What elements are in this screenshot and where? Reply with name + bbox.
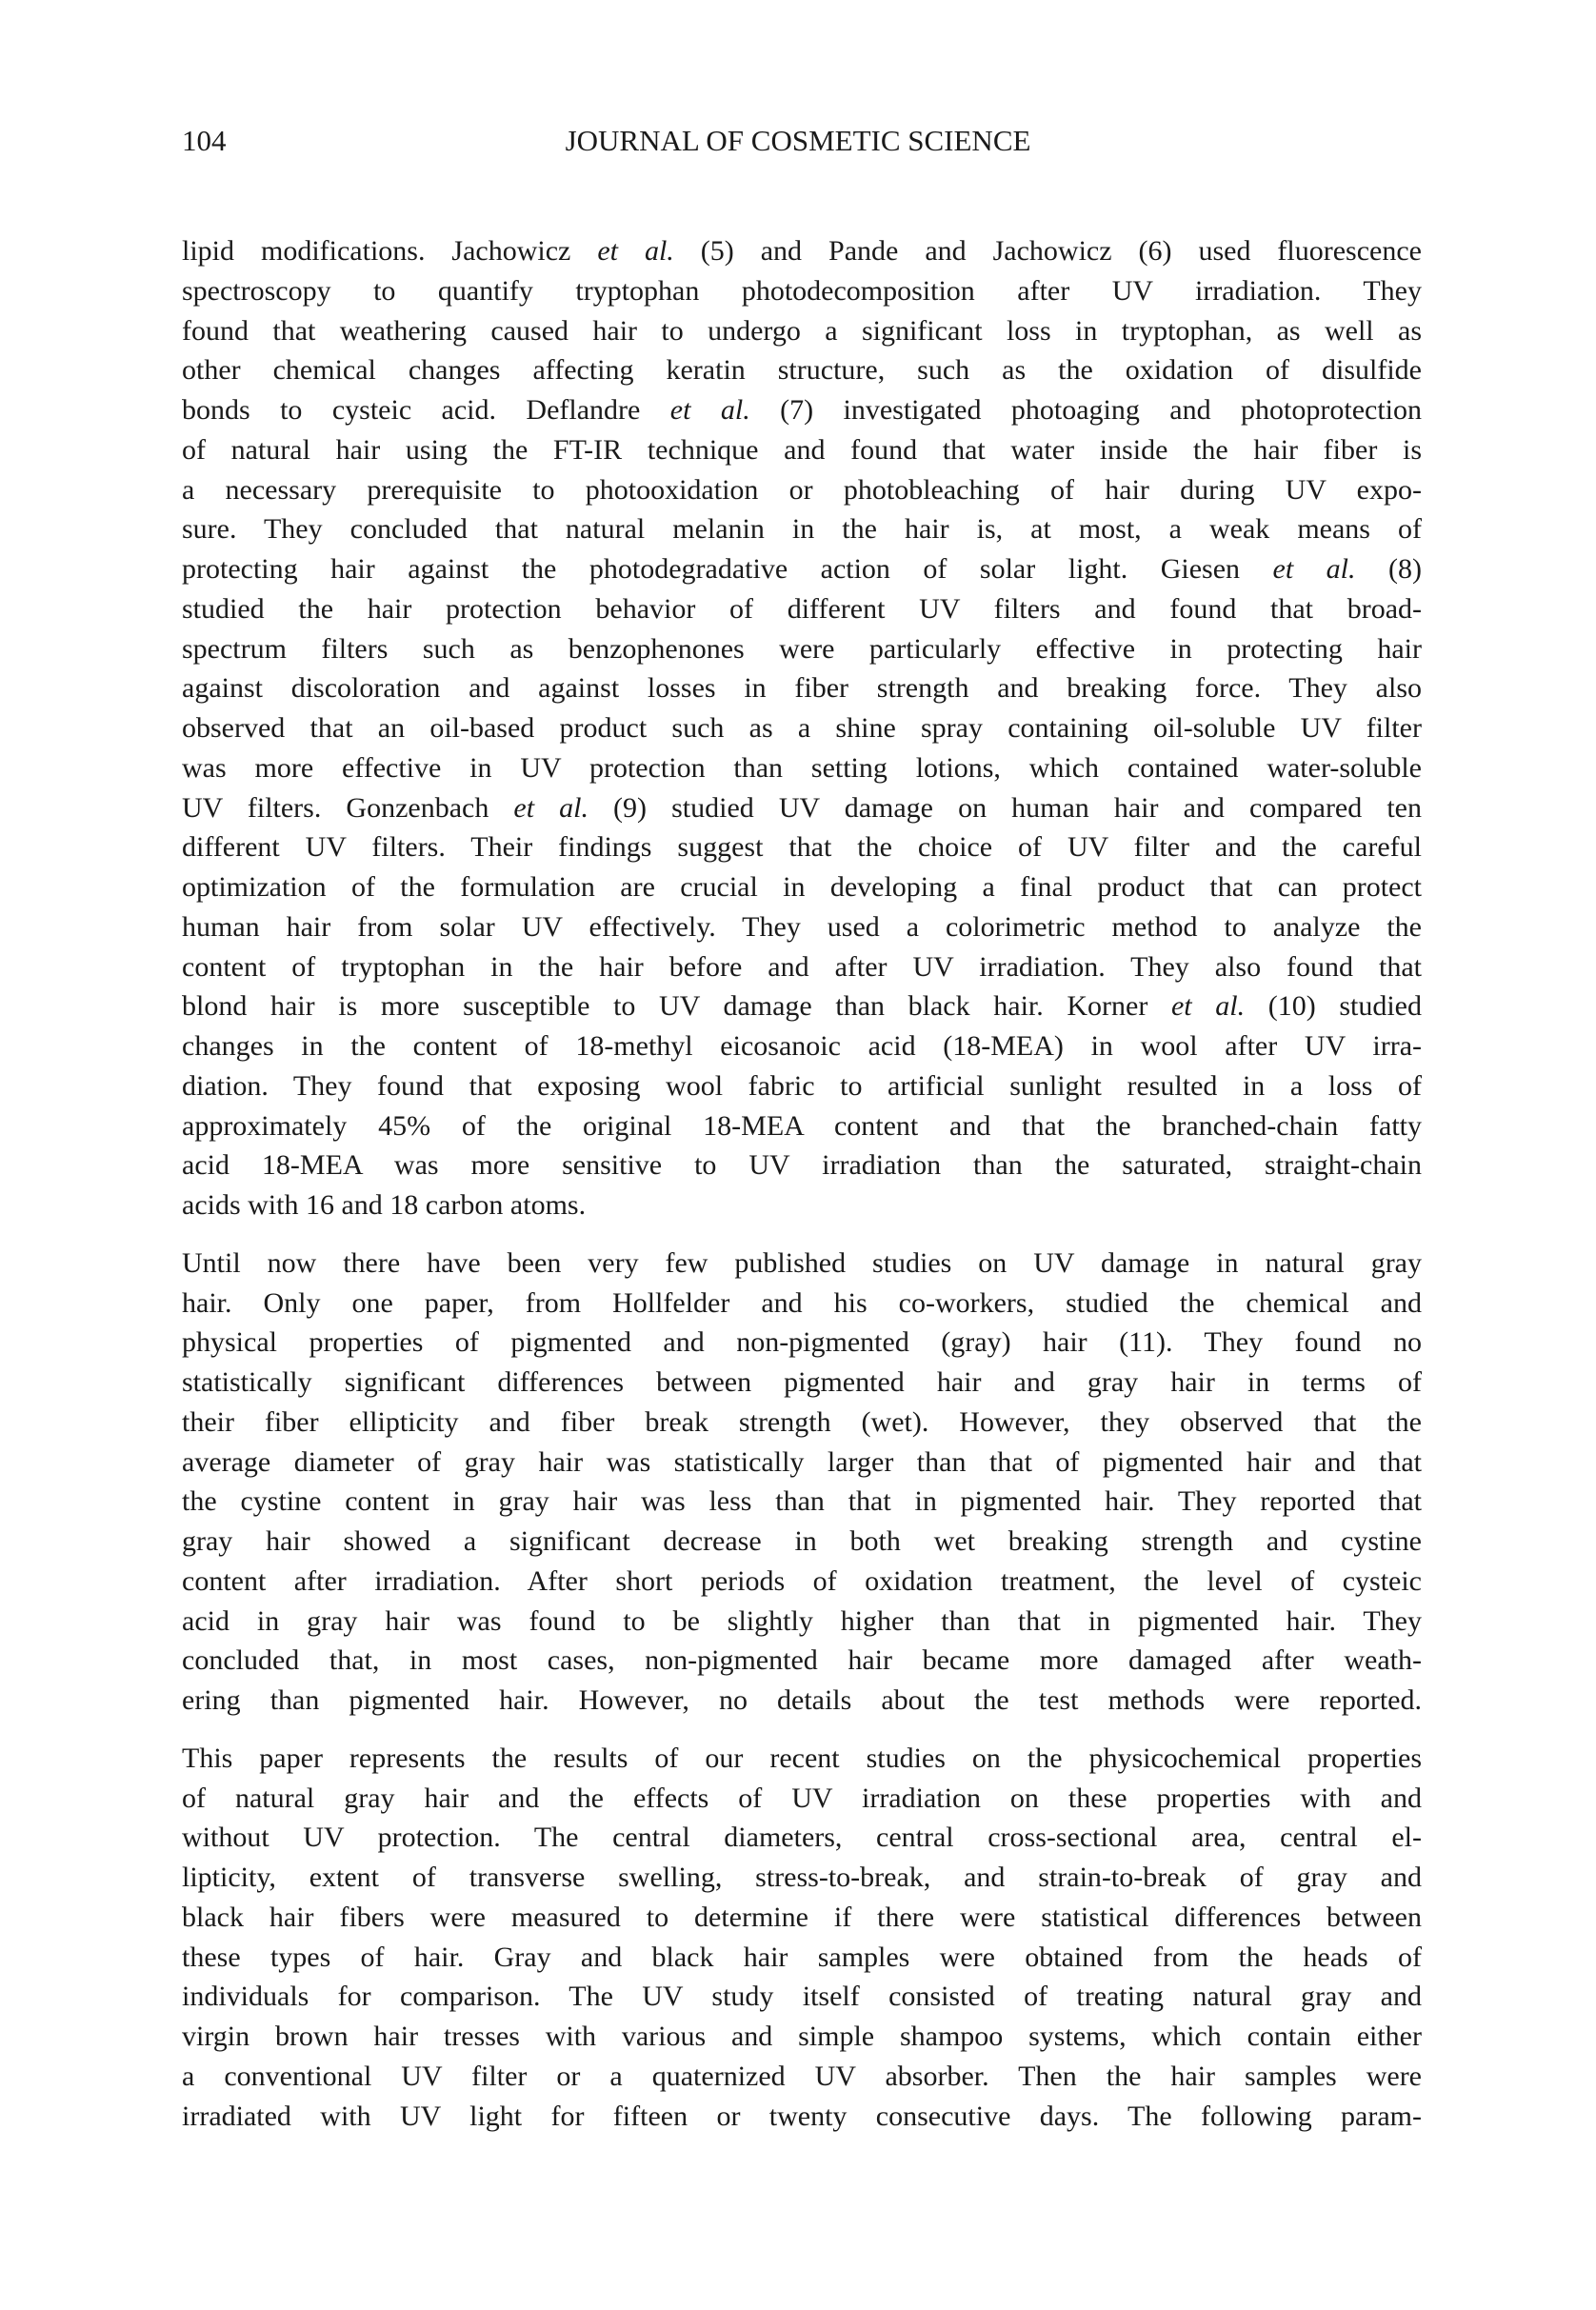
text-line: [182, 1323, 1422, 1363]
text-line: [182, 509, 1422, 549]
text-run: virgin brown hair tresses with various and simple shampoo systems, which contain either: [182, 2021, 1422, 2052]
text-line: [182, 1602, 1422, 1642]
text-run: (10) studied: [1245, 990, 1422, 1023]
text-line: [182, 986, 1422, 1026]
text-line: [182, 1681, 1422, 1721]
text-run: irradiated with UV light for fifteen or twenty consecutive days. The following param-: [182, 2100, 1422, 2132]
text-line: [182, 668, 1422, 708]
text-line: [182, 1106, 1422, 1146]
paragraph: [182, 1739, 1422, 2137]
text-run: hair. Only one paper, from Hollfelder and his co-workers, studied the chemical and: [182, 1286, 1422, 1319]
text-line: [182, 1363, 1422, 1403]
text-line: [182, 1244, 1422, 1284]
text-run: content of tryptophan in the hair before and after UV irradiation. They also found that: [182, 950, 1422, 983]
text-line: [182, 1284, 1422, 1324]
text-line: [182, 1482, 1422, 1522]
paragraph: [182, 231, 1422, 1225]
text-run: human hair from solar UV effectively. They used a colorimetric method to analyze the: [182, 910, 1422, 943]
text-line: [182, 867, 1422, 907]
text-line: [182, 827, 1422, 867]
text-line: [182, 430, 1422, 470]
text-run: of natural gray hair and the effects of UV irradiation on these properties with and: [182, 1782, 1422, 1814]
text-run: physical properties of pigmented and non-pigmented (gray) hair (11). They found no: [182, 1326, 1422, 1359]
text-run: changes in the content of 18-methyl eicosanoic acid (18-MEA) in wool after UV irra-: [182, 1030, 1422, 1062]
text-run: acid in gray hair was found to be slightly higher than that in pigmented hair. They: [182, 1604, 1422, 1637]
text-line: [182, 1026, 1422, 1066]
text-run: (8): [1355, 553, 1422, 585]
text-run: concluded that, in most cases, non-pigmented hair became more damaged after weath-: [182, 1644, 1422, 1677]
text-run: other chemical changes affecting keratin structure, such as the oxidation of disulfide: [182, 354, 1422, 387]
text-line: [182, 1403, 1422, 1443]
italic-text-run: et al.: [597, 235, 674, 267]
text-run: acids with 16 and 18 carbon atoms.: [182, 1189, 587, 1221]
text-line: [182, 390, 1422, 430]
text-run: of natural hair using the FT-IR technique and found that water inside the hair fiber is: [182, 433, 1422, 466]
text-run: (9) studied UV damage on human hair and compared ten: [588, 791, 1422, 824]
text-line: [182, 1443, 1422, 1483]
text-run: against discoloration and against losses in fiber strength and breaking force. They also: [182, 672, 1422, 705]
text-run: studied the hair protection behavior of different UV filters and found that broad-: [182, 592, 1422, 625]
text-run: observed that an oil-based product such as a shine spray containing oil-soluble UV filter: [182, 712, 1422, 744]
text-run: sure. They concluded that natural melanin in the hair is, at most, a weak means of: [182, 513, 1422, 546]
text-run: bonds to cysteic acid. Deflandre: [182, 394, 670, 426]
text-line: [182, 1938, 1422, 1978]
text-run: a necessary prerequisite to photooxidation or photobleaching of hair during UV expo-: [182, 473, 1422, 506]
text-run: average diameter of gray hair was statistically larger than that of pigmented hair and that: [182, 1445, 1422, 1478]
text-run: statistically significant differences between pigmented hair and gray hair in terms of: [182, 1366, 1422, 1398]
text-line: [182, 470, 1422, 510]
text-line: [182, 947, 1422, 987]
text-line: [182, 1977, 1422, 2017]
text-run: a conventional UV filter or a quaternized UV absorber. Then the hair samples were: [182, 2060, 1422, 2092]
text-run: diation. They found that exposing wool fabric to artificial sunlight resulted in a loss of: [182, 1069, 1422, 1102]
italic-text-run: et al.: [513, 791, 589, 824]
text-line: [182, 1779, 1422, 1819]
text-run: blond hair is more susceptible to UV damage than black hair. Korner: [182, 990, 1171, 1023]
text-run: their fiber ellipticity and fiber break strength (wet). However, they observed that the: [182, 1405, 1422, 1438]
text-run: acid 18-MEA was more sensitive to UV irradiation than the saturated, straight-chain: [182, 1149, 1422, 1182]
text-line: [182, 1185, 1422, 1225]
text-line: [182, 788, 1422, 828]
text-run: black hair fibers were measured to determine if there were statistical differences between: [182, 1901, 1422, 1933]
text-line: [182, 1562, 1422, 1602]
text-line: [182, 1145, 1422, 1185]
text-line: [182, 589, 1422, 629]
italic-text-run: et al.: [1272, 553, 1356, 585]
text-run: these types of hair. Gray and black hair samples were obtained from the heads of: [182, 1941, 1422, 1973]
text-line: [182, 1739, 1422, 1779]
text-line: [182, 549, 1422, 589]
article-body: [182, 231, 1422, 2154]
text-run: approximately 45% of the original 18-MEA content and that the branched-chain fatty: [182, 1109, 1422, 1142]
text-run: spectroscopy to quantify tryptophan photodecomposition after UV irradiation. They: [182, 274, 1422, 307]
italic-text-run: et al.: [669, 394, 750, 426]
text-line: [182, 629, 1422, 669]
paragraph: [182, 1244, 1422, 1721]
text-line: [182, 271, 1422, 311]
text-run: optimization of the formulation are crucial in developing a final product that can protect: [182, 871, 1422, 903]
text-run: (7) investigated photoaging and photoprotection: [749, 394, 1422, 426]
text-run: the cystine content in gray hair was less than that in pigmented hair. They reported that: [182, 1485, 1422, 1518]
text-run: protecting hair against the photodegradative action of solar light. Giesen: [182, 553, 1273, 585]
text-line: [182, 1066, 1422, 1106]
text-run: gray hair showed a significant decrease in both wet breaking strength and cystine: [182, 1525, 1422, 1557]
text-run: (5) and Pande and Jachowicz (6) used fluorescence: [673, 235, 1422, 267]
text-line: [182, 2057, 1422, 2097]
text-line: [182, 1898, 1422, 1938]
text-run: Until now there have been very few published studies on UV damage in natural gray: [182, 1246, 1422, 1279]
text-line: [182, 1522, 1422, 1562]
text-run: lipid modifications. Jachowicz: [182, 235, 598, 267]
text-run: individuals for comparison. The UV study itself consisted of treating natural gray and: [182, 1981, 1422, 2013]
text-run: This paper represents the results of our recent studies on the physicochemical properties: [182, 1742, 1422, 1774]
text-line: [182, 1641, 1422, 1681]
text-line: [182, 2017, 1422, 2057]
text-line: [182, 311, 1422, 351]
text-line: [182, 907, 1422, 947]
text-run: without UV protection. The central diameters, central cross-sectional area, central el-: [182, 1822, 1422, 1854]
text-run: ering than pigmented hair. However, no details about the test methods were reported.: [182, 1684, 1422, 1716]
text-run: found that weathering caused hair to undergo a significant loss in tryptophan, as well as: [182, 314, 1422, 347]
text-line: [182, 748, 1422, 788]
running-header-journal-title: JOURNAL OF COSMETIC SCIENCE: [565, 124, 1031, 157]
italic-text-run: et al.: [1170, 990, 1246, 1023]
text-run: UV filters. Gonzenbach: [182, 791, 514, 824]
page-number: 104: [182, 124, 227, 157]
text-line: [182, 1858, 1422, 1898]
text-run: spectrum filters such as benzophenones were particularly effective in protecting hair: [182, 632, 1422, 665]
text-line: [182, 1818, 1422, 1858]
text-line: [182, 2097, 1422, 2137]
text-run: content after irradiation. After short periods of oxidation treatment, the level of cysteic: [182, 1564, 1422, 1597]
text-line: [182, 350, 1422, 390]
text-line: [182, 708, 1422, 748]
text-run: was more effective in UV protection than setting lotions, which contained water-soluble: [182, 751, 1422, 784]
text-run: lipticity, extent of transverse swelling, stress-to-break, and strain-to-break of gray and: [182, 1862, 1422, 1893]
text-line: [182, 231, 1422, 271]
text-run: different UV filters. Their findings suggest that the choice of UV filter and the careful: [182, 831, 1422, 864]
